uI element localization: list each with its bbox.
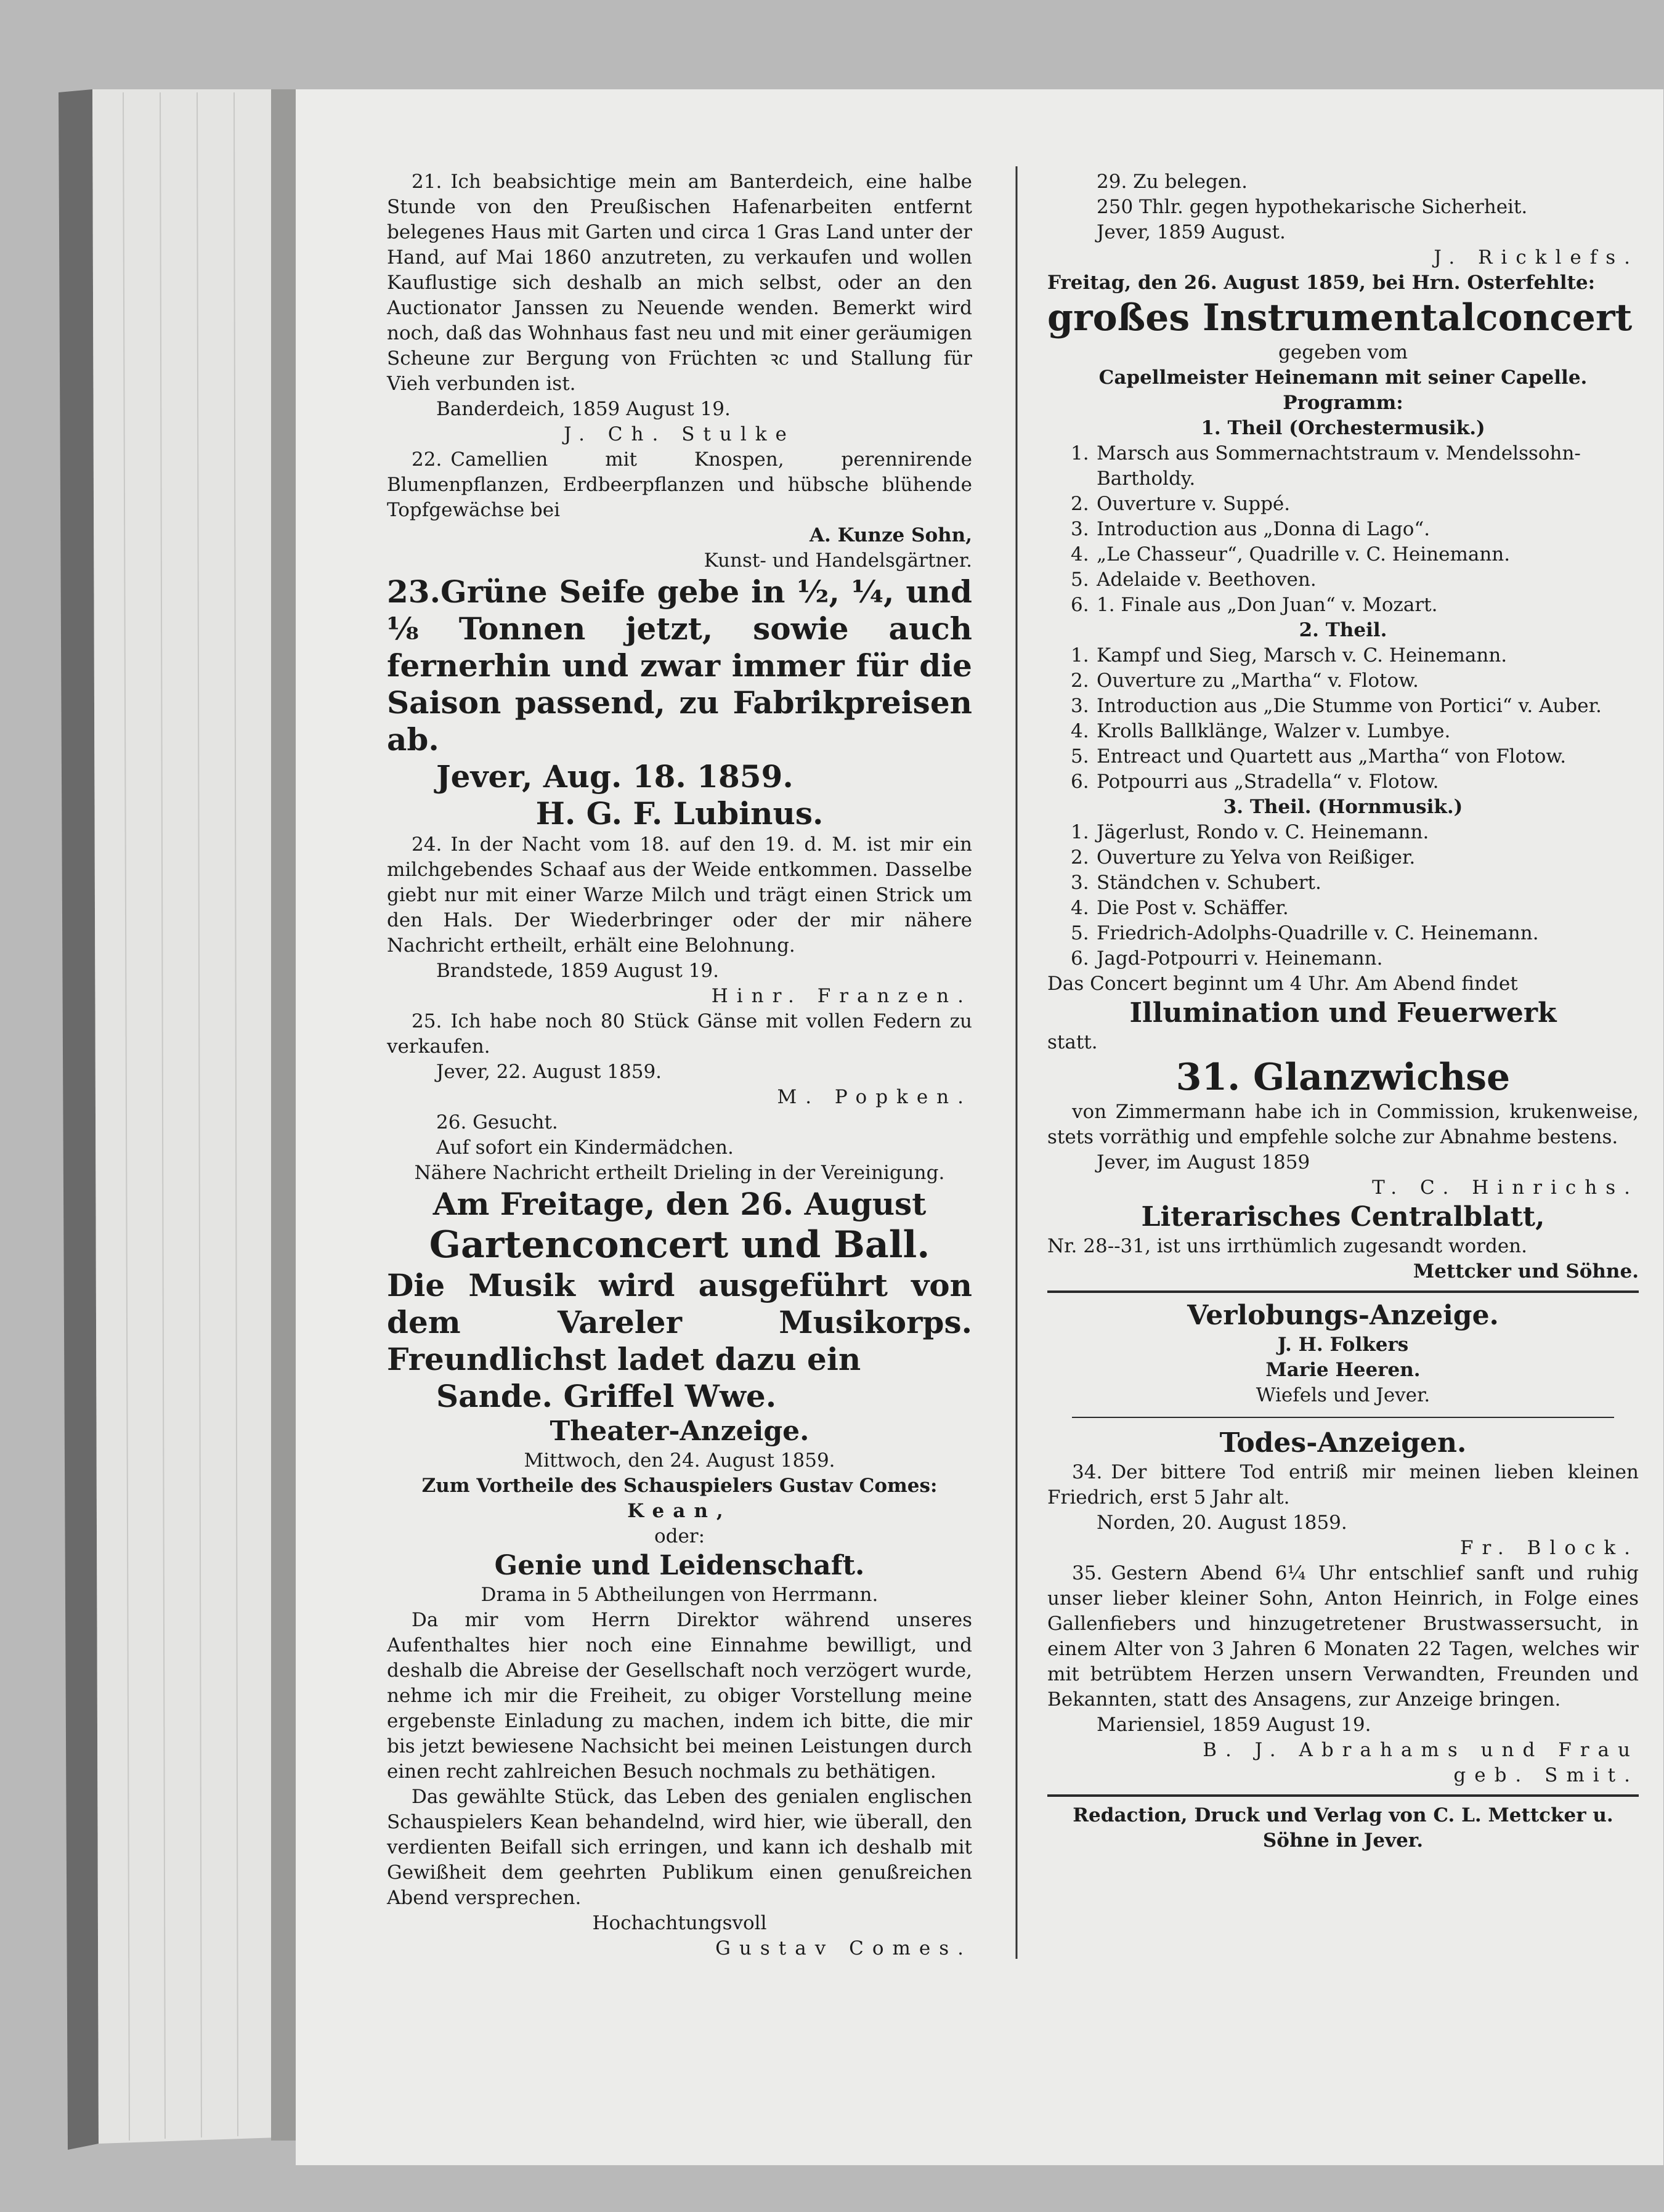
program-title: Krolls Ballklänge, Walzer v. Lumbye. <box>1097 720 1451 742</box>
text-line: H. G. F. Lubinus. <box>535 795 824 832</box>
program-title: Friedrich-Adolphs-Quadrille v. C. Heinemann. <box>1097 922 1539 944</box>
program-number: 4. <box>1071 897 1089 919</box>
heading: Literarisches Centralblatt, <box>1141 1201 1545 1233</box>
heading: großes Instrumentalconcert <box>1047 296 1633 339</box>
program-number: 5. <box>1071 745 1089 768</box>
text-line: Mettcker und Söhne. <box>1413 1260 1639 1282</box>
text-line: Das Concert beginnt um 4 Uhr. Am Abend findet <box>1047 973 1518 995</box>
program-item <box>1047 896 1639 921</box>
program-title: Entreact und Quartett aus „Martha“ von Flotow. <box>1097 745 1567 768</box>
text-line: Nähere Nachricht ertheilt Drieling in der Vereinigung. <box>414 1162 945 1184</box>
right-column <box>1047 169 1639 1853</box>
text-line: Marie Heeren. <box>1265 1359 1421 1381</box>
program-number: 5. <box>1071 922 1089 944</box>
text-line: Brandstede, 1859 August 19. <box>436 960 719 982</box>
text-line: Zum Vortheile des Schauspielers Gustav Comes: <box>421 1475 938 1497</box>
text-line: Kean, <box>627 1500 732 1522</box>
program-title: Jägerlust, Rondo v. C. Heinemann. <box>1097 821 1429 843</box>
program-title: Die Post v. Schäffer. <box>1097 897 1289 919</box>
divider <box>1072 1417 1614 1418</box>
program-item <box>1047 946 1639 971</box>
notice-paragraph <box>1047 1100 1639 1150</box>
program-number: 3. <box>1071 518 1089 540</box>
program-title: Ouverture v. Suppé. <box>1097 493 1291 515</box>
text-line: Capellmeister Heinemann mit seiner Capelle. <box>1098 367 1588 389</box>
heading: Verlobungs-Anzeige. <box>1187 1300 1499 1331</box>
notice-text: Der bittere Tod entriß mir meinen lieben kleinen Friedrich, erst 5 Jahr alt. <box>1047 1461 1639 1509</box>
text-line: J. Ch. Stulke <box>564 423 795 445</box>
text-line: Sande. Griffel Wwe. <box>436 1378 777 1414</box>
notice-text: Da mir vom Herrn Direktor während unseres Aufenthaltes hier noch eine Einnahme bewilligt, und deshalb die Abreise der Gesellschaft noch verzögert wurde, nehme ich mir die Freiheit, zu obiger Vorstellung meine ergebenste Einladung zu machen, indem ich bitte, die mir bis jetzt bewiesene Nachsicht bei meinen Leistungen durch einen recht zahlreichen Besuch nochmals zu bethätigen. <box>387 1609 972 1783</box>
program-item <box>1047 668 1639 694</box>
text-line: 1. Theil (Orchestermusik.) <box>1201 417 1485 439</box>
program-item <box>1047 845 1639 870</box>
text-line: Gustav Comes. <box>715 1937 972 1959</box>
text-line: J. Ricklefs. <box>1434 246 1639 269</box>
text-line: Norden, 20. August 1859. <box>1097 1512 1347 1534</box>
heading: Gartenconcert und Ball. <box>429 1223 930 1266</box>
program-number: 3. <box>1071 695 1089 717</box>
notice-text: Die Musik wird ausgeführt von dem Vareler Musikorps. Freundlichst ladet dazu ein <box>387 1267 972 1377</box>
notice-text: In der Nacht vom 18. auf den 19. d. M. ist mir ein milchgebendes Schaaf aus der Weide entkommen. Dasselbe giebt nur mit einer Warze Milch und trägt einen Strick um den Hals. Der Wiederbringer oder der mir nähere Nachricht ertheilt, erhält eine Belohnung. <box>387 833 972 957</box>
text-line: Hochachtungsvoll <box>592 1912 767 1934</box>
notice-text: Das gewählte Stück, das Leben des genialen englischen Schauspielers Kean behandelnd, wird hier, wie überall, den verdienten Beifall sich erringen, und kann ich deshalb mit Gewißheit dem geehrten Publikum einen genußreichen Abend versprechen. <box>387 1786 972 1909</box>
program-number: 1. <box>1071 821 1089 843</box>
left-column <box>387 169 972 1961</box>
program-number: 1. <box>1071 644 1089 666</box>
program-number: 1. <box>1071 442 1089 464</box>
program-item <box>1047 593 1639 618</box>
notice-number: 24. <box>412 833 442 856</box>
program-number: 2. <box>1071 493 1089 515</box>
program-item <box>1047 567 1639 593</box>
text-line: Programm: <box>1283 392 1403 414</box>
text-line: B. J. Abrahams und Frau <box>1203 1739 1639 1761</box>
text-line: Banderdeich, 1859 August 19. <box>436 398 731 420</box>
heading: Illumination und Feuerwerk <box>1129 997 1557 1029</box>
program-item <box>1047 643 1639 668</box>
program-number: 6. <box>1071 771 1089 793</box>
program-item <box>1047 492 1639 517</box>
text-line: A. Kunze Sohn, <box>809 524 972 546</box>
program-item <box>1047 744 1639 769</box>
program-title: Marsch aus Sommernachtstraum v. Mendelssohn-Bartholdy. <box>1097 442 1581 490</box>
program-title: Ouverture zu „Martha“ v. Flotow. <box>1097 670 1419 692</box>
notice-paragraph <box>1047 1561 1639 1712</box>
program-title: Ständchen v. Schubert. <box>1097 872 1321 894</box>
text-line: J. H. Folkers <box>1277 1334 1409 1356</box>
notice-text: Camellien mit Knospen, perennirende Blumenpflanzen, Erdbeerpflanzen und hübsche blühende Topfgewächse bei <box>387 448 972 521</box>
heading: Todes-Anzeigen. <box>1219 1427 1467 1459</box>
program-number: 2. <box>1071 670 1089 692</box>
text-line: Freitag, den 26. August 1859, bei Hrn. Osterfehlte: <box>1047 272 1596 294</box>
program-number: 6. <box>1071 594 1089 616</box>
text-line: Wiefels und Jever. <box>1256 1384 1431 1406</box>
program-title: Potpourri aus „Stradella“ v. Flotow. <box>1097 771 1439 793</box>
divider <box>1047 1794 1639 1797</box>
text-line: geb. Smit. <box>1453 1764 1639 1786</box>
notice-number: 23. <box>387 573 440 610</box>
notice-number: 34. <box>1072 1461 1103 1483</box>
notice-text: von Zimmermann habe ich in Commission, krukenweise, stets vorräthig und empfehle solche zur Abnahme bestens. <box>1047 1101 1639 1148</box>
text-line: Jever, Aug. 18. 1859. <box>436 758 793 795</box>
program-title: Introduction aus „Donna di Lago“. <box>1097 518 1431 540</box>
notice-number: 25. <box>412 1010 442 1032</box>
notice-number: 21. <box>412 171 442 193</box>
notice-paragraph <box>1047 1460 1639 1510</box>
program-item <box>1047 921 1639 946</box>
program-number: 3. <box>1071 872 1089 894</box>
program-item <box>1047 694 1639 719</box>
program-number: 4. <box>1071 543 1089 565</box>
divider <box>1047 1290 1639 1293</box>
text-line: Nr. 28--31, ist uns irrthümlich zugesandt worden. <box>1047 1235 1527 1257</box>
notice-paragraph <box>387 832 972 958</box>
text-line: Jever, im August 1859 <box>1097 1151 1310 1173</box>
notice-text: Ich beabsichtige mein am Banterdeich, eine halbe Stunde von den Preußischen Hafenarbeiten entfernt belegenes Haus mit Garten und circa 1 Gras Land unter der Hand, auf Mai 1860 anzutreten, zu verkaufen und wollen Kauflustige sich deshalb an mich selbst, oder an den Auctionator Janssen zu Neuende wenden. Bemerkt wird noch, daß das Wohnhaus fast neu und mit einer geräumigen Scheune zur Bergung von Früchten ꝛc und Stallung für Vieh verbunden ist. <box>387 171 972 395</box>
text-line: Kunst- und Handelsgärtner. <box>704 549 972 572</box>
text-line: Hinr. Franzen. <box>711 985 972 1007</box>
text-line: Mariensiel, 1859 August 19. <box>1097 1714 1371 1736</box>
text-line: gegeben vom <box>1278 341 1408 363</box>
notice-paragraph <box>387 1009 972 1059</box>
program-title: Jagd-Potpourri v. Heinemann. <box>1097 947 1383 970</box>
program-number: 5. <box>1071 569 1089 591</box>
text-line: Drama in 5 Abtheilungen von Herrmann. <box>481 1584 879 1606</box>
text-line: Am Freitage, den 26. August <box>432 1186 927 1222</box>
text-line: Redaction, Druck und Verlag von C. L. Mettcker u. Söhne in Jever. <box>1073 1804 1613 1852</box>
program-item <box>1047 542 1639 567</box>
text-line: Auf sofort ein Kindermädchen. <box>436 1136 734 1159</box>
heading: Theater-Anzeige. <box>550 1416 810 1447</box>
program-title: Adelaide v. Beethoven. <box>1097 569 1317 591</box>
program-number: 4. <box>1071 720 1089 742</box>
program-title: Kampf und Sieg, Marsch v. C. Heinemann. <box>1097 644 1508 666</box>
text-line: T. C. Hinrichs. <box>1372 1177 1639 1199</box>
text-line: Fr. Block. <box>1460 1537 1639 1559</box>
text-line: 250 Thlr. gegen hypothekarische Sicherheit. <box>1097 196 1528 218</box>
heading: Genie und Leidenschaft. <box>494 1550 865 1581</box>
heading: 31. Glanzwichse <box>1175 1056 1511 1099</box>
program-item <box>1047 769 1639 795</box>
program-title: „Le Chasseur“, Quadrille v. C. Heinemann. <box>1097 543 1511 565</box>
text-line: M. Popken. <box>777 1086 972 1108</box>
notice-number: 22. <box>412 448 442 471</box>
program-item <box>1047 441 1639 492</box>
text-line: 26. Gesucht. <box>436 1111 558 1133</box>
notice-number: 35. <box>1072 1562 1103 1584</box>
program-item <box>1047 820 1639 845</box>
text-line: Jever, 22. August 1859. <box>436 1061 662 1083</box>
program-item <box>1047 870 1639 896</box>
notice-paragraph <box>387 169 972 397</box>
notice-text: Gestern Abend 6¼ Uhr entschlief sanft und ruhig unser lieber kleiner Sohn, Anton Heinrich, in Folge eines Gallenfiebers und hinzugetretener Brustwassersucht, in einem Alter von 3 Jahren 6 Monaten 22 Tagen, welches wir mit betrübtem Herzen unsern Verwandten, Freunden und Bekannten, statt des Ansagens, zur Anzeige bringen. <box>1047 1562 1639 1711</box>
notice-paragraph <box>387 1608 972 1785</box>
program-title: 1. Finale aus „Don Juan“ v. Mozart. <box>1097 594 1438 616</box>
program-title: Introduction aus „Die Stumme von Portici“ v. Auber. <box>1097 695 1602 717</box>
notice-paragraph <box>387 1267 972 1378</box>
notice-paragraph <box>387 1785 972 1911</box>
program-item <box>1047 517 1639 542</box>
text-line: 2. Theil. <box>1299 619 1387 641</box>
text-line: 3. Theil. (Hornmusik.) <box>1223 796 1463 818</box>
notice-text: Ich habe noch 80 Stück Gänse mit vollen Federn zu verkaufen. <box>387 1010 972 1058</box>
text-line: oder: <box>654 1525 705 1547</box>
program-item <box>1047 719 1639 744</box>
program-title: Ouverture zu Yelva von Reißiger. <box>1097 846 1416 869</box>
notice-paragraph <box>387 573 972 758</box>
text-line: statt. <box>1047 1031 1098 1053</box>
text-line: Mittwoch, den 24. August 1859. <box>524 1449 835 1472</box>
notice-paragraph <box>387 447 972 523</box>
program-number: 6. <box>1071 947 1089 970</box>
text-line: Jever, 1859 August. <box>1097 221 1286 243</box>
text-line: 29. Zu belegen. <box>1097 171 1248 193</box>
notice-text: Grüne Seife gebe in ½, ¼, und ⅛ Tonnen jetzt, sowie auch fernerhin und zwar immer für die Saison passend, zu Fabrikpreisen ab. <box>387 573 972 758</box>
program-number: 2. <box>1071 846 1089 869</box>
